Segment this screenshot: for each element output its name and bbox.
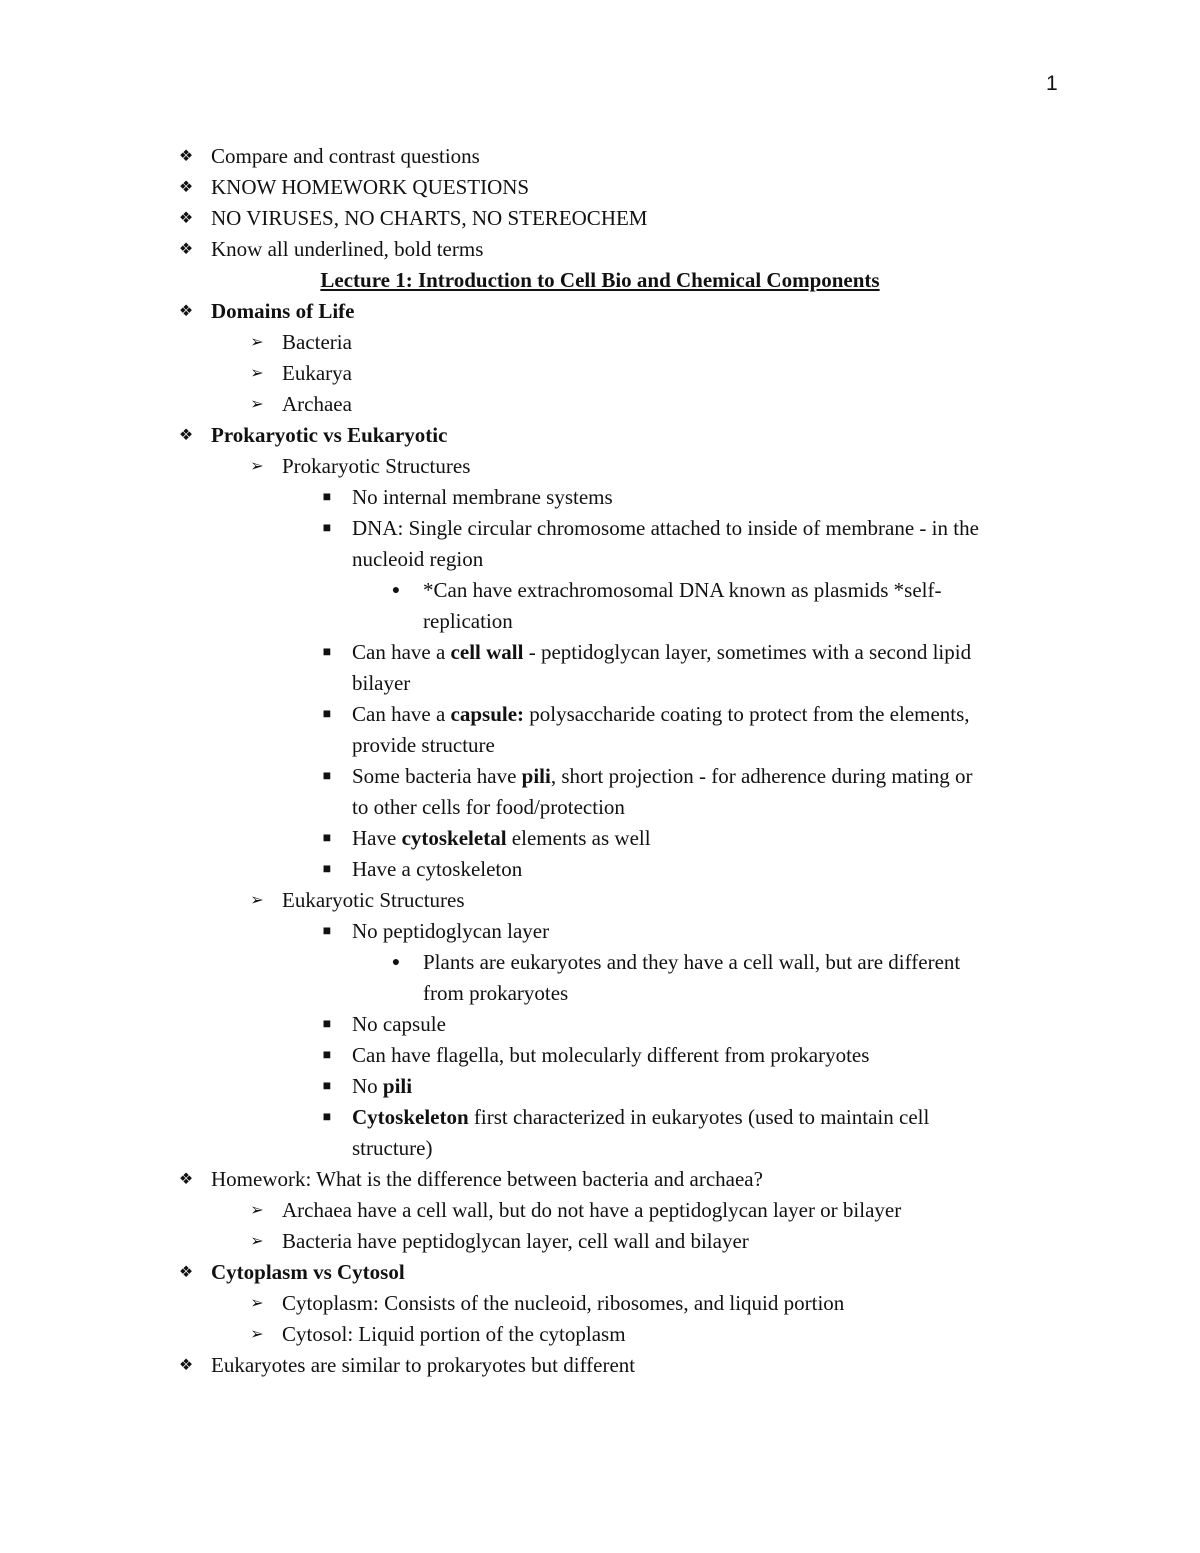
- bold-term: Cytoskeleton: [352, 1105, 469, 1129]
- arrow-bullet-icon: ➢: [250, 1233, 264, 1250]
- list-item: [0, 389, 1200, 420]
- diamond-bullet-icon: ❖: [178, 1264, 194, 1281]
- diamond-bullet-icon: ❖: [178, 179, 194, 196]
- item-text: [352, 699, 970, 730]
- list-item: [0, 1195, 1200, 1226]
- list-item: [0, 234, 1200, 265]
- text-segment: Archaea have a cell wall, but do not have a peptidoglycan layer or bilayer: [282, 1198, 902, 1222]
- arrow-bullet-icon: ➢: [250, 365, 264, 382]
- text-segment: Know all underlined, bold terms: [211, 237, 484, 261]
- bold-term: cell wall: [450, 640, 524, 664]
- list-item: [0, 637, 1200, 668]
- text-segment: DNA: Single circular chromosome attached to inside of membrane - in the: [352, 516, 979, 540]
- square-bullet-icon: ■: [322, 769, 332, 784]
- text-segment: Compare and contrast questions: [211, 144, 480, 168]
- notes-outline: [0, 141, 1200, 1381]
- item-text: [211, 203, 647, 234]
- list-item: [0, 1288, 1200, 1319]
- item-text: [282, 1319, 626, 1350]
- square-bullet-icon: ■: [322, 862, 332, 877]
- item-text: [282, 358, 352, 389]
- item-text: [282, 1226, 749, 1257]
- list-item: [0, 575, 1200, 606]
- item-text: [352, 916, 549, 947]
- item-text: [211, 296, 355, 327]
- diamond-bullet-icon: ❖: [178, 1171, 194, 1188]
- arrow-bullet-icon: ➢: [250, 1202, 264, 1219]
- text-segment: No capsule: [352, 1012, 446, 1036]
- item-text: [211, 172, 529, 203]
- list-item: [0, 451, 1200, 482]
- text-segment: Eukaryotes are similar to prokaryotes but different: [211, 1353, 636, 1377]
- text-segment: nucleoid region: [352, 547, 484, 571]
- text-segment: Eukarya: [282, 361, 352, 385]
- bold-term: Cytoplasm vs Cytosol: [211, 1260, 405, 1284]
- text-segment: Can have flagella, but molecularly different from prokaryotes: [352, 1043, 870, 1067]
- text-segment: from prokaryotes: [423, 981, 569, 1005]
- list-item-continuation: [0, 1133, 1200, 1164]
- item-text: [211, 1164, 763, 1195]
- diamond-bullet-icon: ❖: [178, 241, 194, 258]
- text-segment: Homework: What is the difference between bacteria and archaea?: [211, 1167, 763, 1191]
- item-text: [352, 637, 971, 668]
- arrow-bullet-icon: ➢: [250, 892, 264, 909]
- item-text: [211, 234, 483, 265]
- item-text: [282, 327, 352, 358]
- item-text: [282, 885, 465, 916]
- item-text: [282, 1288, 844, 1319]
- list-item: [0, 1102, 1200, 1133]
- item-text: [352, 513, 979, 544]
- bold-term: capsule:: [450, 702, 525, 726]
- arrow-bullet-icon: ➢: [250, 1326, 264, 1343]
- text-segment: polysaccharide coating to protect from the elements,: [524, 702, 970, 726]
- item-text: [352, 761, 972, 792]
- text-segment: bilayer: [352, 671, 411, 695]
- item-text: [282, 1195, 901, 1226]
- item-text: [423, 606, 513, 637]
- text-segment: KNOW HOMEWORK QUESTIONS: [211, 175, 530, 199]
- item-text: [211, 420, 447, 451]
- text-segment: No peptidoglycan layer: [352, 919, 550, 943]
- list-item-continuation: [0, 730, 1200, 761]
- arrow-bullet-icon: ➢: [250, 396, 264, 413]
- diamond-bullet-icon: ❖: [178, 1357, 194, 1374]
- square-bullet-icon: ■: [322, 831, 332, 846]
- diamond-bullet-icon: ❖: [178, 427, 194, 444]
- square-bullet-icon: ■: [322, 645, 332, 660]
- text-segment: *Can have extrachromosomal DNA known as plasmids *self-: [423, 578, 942, 602]
- text-segment: NO VIRUSES, NO CHARTS, NO STEREOCHEM: [211, 206, 648, 230]
- square-bullet-icon: ■: [322, 1079, 332, 1094]
- item-text: [352, 1133, 432, 1164]
- text-segment: Have a cytoskeleton: [352, 857, 523, 881]
- bold-term: cytoskeletal: [401, 826, 507, 850]
- item-text: [423, 575, 941, 606]
- list-item: [0, 513, 1200, 544]
- page-number: 1: [1046, 72, 1058, 95]
- text-segment: Prokaryotic Structures: [282, 454, 471, 478]
- text-segment: Cytosol: Liquid portion of the cytoplasm: [282, 1322, 626, 1346]
- text-segment: first characterized in eukaryotes (used to maintain cell: [468, 1105, 930, 1129]
- text-segment: Lecture 1: Introduction to Cell Bio and Chemical Components: [320, 268, 880, 292]
- item-text: [352, 823, 651, 854]
- item-text: [352, 1009, 446, 1040]
- list-item: [0, 482, 1200, 513]
- text-segment: Can have a: [352, 640, 451, 664]
- list-item: [0, 1164, 1200, 1195]
- item-text: [423, 947, 960, 978]
- text-segment: replication: [423, 609, 513, 633]
- item-text: [211, 1257, 405, 1288]
- list-item: [0, 761, 1200, 792]
- item-text: [423, 978, 568, 1009]
- arrow-bullet-icon: ➢: [250, 334, 264, 351]
- square-bullet-icon: ■: [322, 1017, 332, 1032]
- square-bullet-icon: ■: [322, 521, 332, 536]
- list-item-continuation: [0, 792, 1200, 823]
- text-segment: Some bacteria have: [352, 764, 522, 788]
- square-bullet-icon: ■: [322, 490, 332, 505]
- list-item-continuation: [0, 978, 1200, 1009]
- bold-term: pili: [382, 1074, 413, 1098]
- list-item: [0, 1319, 1200, 1350]
- list-item: [0, 172, 1200, 203]
- dot-bullet-icon: ●: [391, 955, 401, 970]
- text-segment: Bacteria have peptidoglycan layer, cell wall and bilayer: [282, 1229, 749, 1253]
- list-item: [0, 141, 1200, 172]
- item-text: [352, 854, 522, 885]
- list-item: [0, 296, 1200, 327]
- diamond-bullet-icon: ❖: [178, 303, 194, 320]
- item-text: [352, 730, 495, 761]
- text-segment: Plants are eukaryotes and they have a cell wall, but are different: [423, 950, 961, 974]
- item-text: [0, 265, 1200, 296]
- text-segment: - peptidoglycan layer, sometimes with a second lipid: [523, 640, 972, 664]
- arrow-bullet-icon: ➢: [250, 458, 264, 475]
- list-item: [0, 1350, 1200, 1381]
- diamond-bullet-icon: ❖: [178, 148, 194, 165]
- list-item: [0, 358, 1200, 389]
- text-segment: elements as well: [506, 826, 651, 850]
- list-item: [0, 420, 1200, 451]
- text-segment: structure): [352, 1136, 433, 1160]
- item-text: [211, 1350, 635, 1381]
- list-item: [0, 1226, 1200, 1257]
- list-item: [0, 885, 1200, 916]
- item-text: [352, 1102, 929, 1133]
- square-bullet-icon: ■: [322, 707, 332, 722]
- text-segment: Cytoplasm: Consists of the nucleoid, ribosomes, and liquid portion: [282, 1291, 845, 1315]
- square-bullet-icon: ■: [322, 924, 332, 939]
- item-text: [352, 1071, 412, 1102]
- list-item-continuation: [0, 668, 1200, 699]
- list-item: [0, 947, 1200, 978]
- item-text: [352, 792, 625, 823]
- lecture-heading: [0, 265, 1200, 296]
- list-item-continuation: [0, 544, 1200, 575]
- list-item: [0, 1009, 1200, 1040]
- text-segment: Can have a: [352, 702, 451, 726]
- item-text: [352, 668, 410, 699]
- square-bullet-icon: ■: [322, 1048, 332, 1063]
- text-segment: Eukaryotic Structures: [282, 888, 465, 912]
- text-segment: Have: [352, 826, 402, 850]
- dot-bullet-icon: ●: [391, 583, 401, 598]
- item-text: [352, 482, 613, 513]
- list-item: [0, 854, 1200, 885]
- item-text: [211, 141, 480, 172]
- list-item: [0, 203, 1200, 234]
- text-segment: No: [352, 1074, 383, 1098]
- item-text: [352, 1040, 869, 1071]
- list-item: [0, 699, 1200, 730]
- bold-term: Domains of Life: [211, 299, 355, 323]
- item-text: [282, 389, 352, 420]
- text-segment: , short projection - for adherence during mating or: [550, 764, 973, 788]
- bold-term: pili: [521, 764, 551, 788]
- list-item-continuation: [0, 606, 1200, 637]
- list-item: [0, 823, 1200, 854]
- bold-term: Prokaryotic vs Eukaryotic: [211, 423, 448, 447]
- text-segment: No internal membrane systems: [352, 485, 613, 509]
- text-segment: Archaea: [282, 392, 352, 416]
- list-item: [0, 1040, 1200, 1071]
- list-item: [0, 1071, 1200, 1102]
- square-bullet-icon: ■: [322, 1110, 332, 1125]
- text-segment: provide structure: [352, 733, 495, 757]
- list-item: [0, 327, 1200, 358]
- list-item: [0, 916, 1200, 947]
- item-text: [352, 544, 483, 575]
- arrow-bullet-icon: ➢: [250, 1295, 264, 1312]
- diamond-bullet-icon: ❖: [178, 210, 194, 227]
- list-item: [0, 1257, 1200, 1288]
- item-text: [282, 451, 470, 482]
- text-segment: Bacteria: [282, 330, 352, 354]
- text-segment: to other cells for food/protection: [352, 795, 625, 819]
